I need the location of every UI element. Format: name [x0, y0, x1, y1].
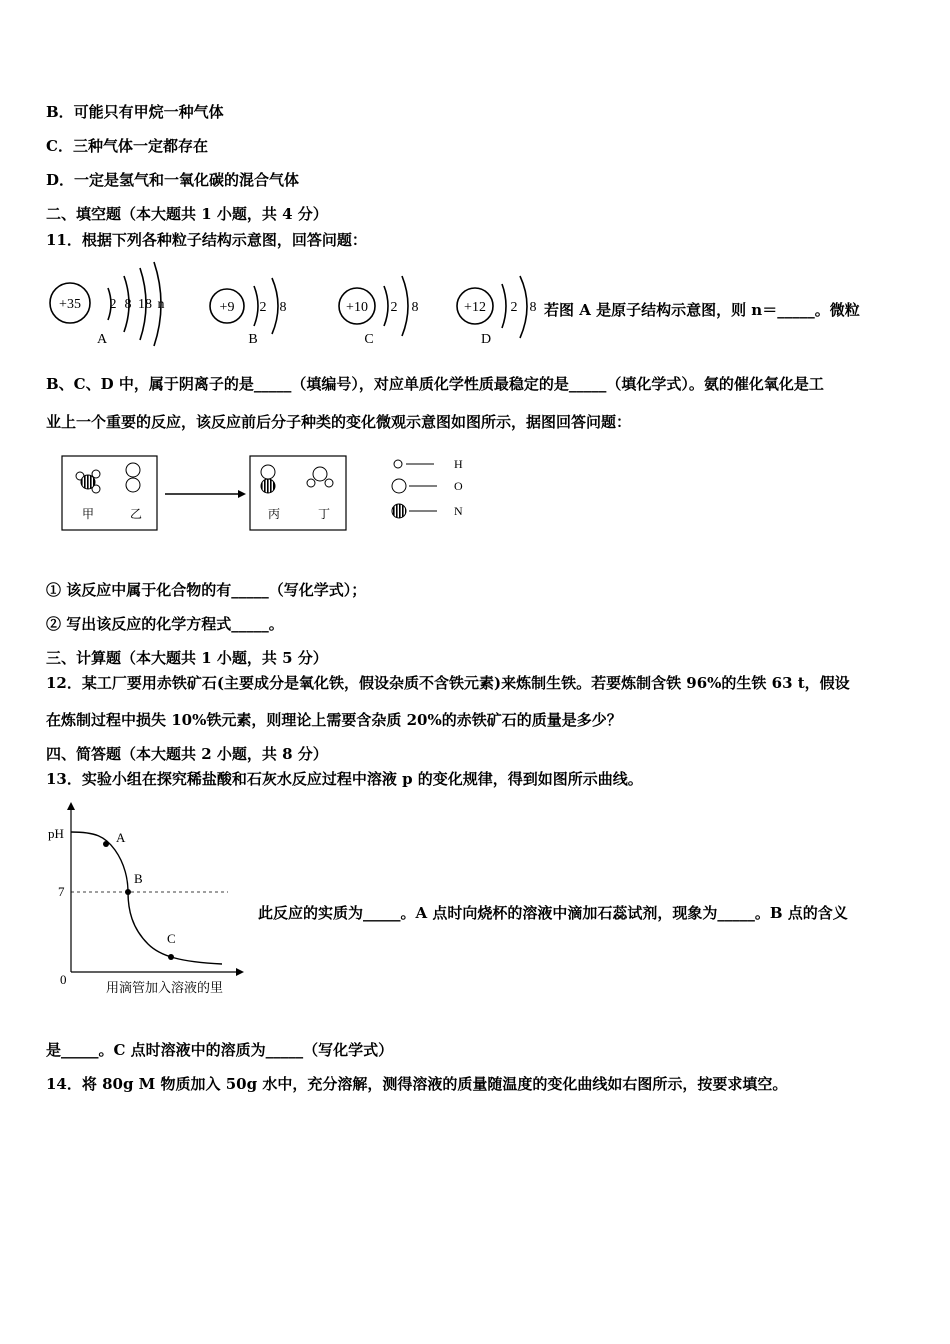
- atom-b-label: B: [248, 332, 258, 347]
- atom-c-label: C: [364, 332, 374, 347]
- point-c: [168, 954, 174, 960]
- atom-d-shell-2: 8: [529, 300, 537, 315]
- point-c-label: C: [167, 931, 176, 946]
- x-axis-label: 用滴管加入溶液的里: [106, 980, 224, 995]
- atom-a-shell-3: 18: [138, 297, 152, 312]
- q11-sub-2: ② 写出该反应的化学方程式_____。: [46, 615, 284, 633]
- section-4-heading: 四、简答题（本大题共 2 小题，共 8 分）: [46, 745, 328, 763]
- atom-a-label: A: [96, 332, 108, 347]
- q12-line-2: 在炼制过程中损失 10%铁元素，则理论上需要含杂质 20%的赤铁矿石的质量是多少？: [46, 711, 622, 729]
- atom-structure-figure: [44, 258, 544, 350]
- y-tick-7: 7: [58, 884, 65, 899]
- point-b-label: B: [134, 871, 143, 886]
- q11-line-3: 业上一个重要的反应，该反应前后分子种类的变化微观示意图如图所示，据图回答问题：: [46, 413, 632, 431]
- legend-h: H: [454, 457, 463, 471]
- reaction-diagram: [60, 452, 480, 536]
- y-axis-label: pH: [48, 826, 64, 841]
- product-label-2: 丁: [317, 507, 331, 521]
- reactant-label-1: 甲: [81, 507, 95, 521]
- atom-c-nucleus: +10: [346, 300, 368, 315]
- q14-stem: 14．将 80g M 物质加入 50g 水中，充分溶解，测得溶液的质量随温度的变化曲线如右图所示，按要求填空。: [46, 1075, 788, 1093]
- atom-d-shell-1: 2: [510, 300, 518, 315]
- atom-d-label: D: [480, 332, 492, 347]
- point-a-label: A: [116, 830, 126, 845]
- q13-stem: 13．实验小组在探究稀盐酸和石灰水反应过程中溶液 p 的变化规律，得到如图所示曲线。: [46, 770, 643, 788]
- q11-inline-text: 若图 A 是原子结构示意图，则 n＝_____。微粒: [544, 301, 860, 319]
- point-b: [125, 889, 131, 895]
- atom-b-shell-2: 8: [279, 300, 287, 315]
- q13-line-2: 是_____。C 点时溶液中的溶质为_____（写化学式）: [46, 1041, 394, 1059]
- q12-line-1: 12．某工厂要用赤铁矿石(主要成分是氧化铁，假设杂质不含铁元素)来炼制生铁。若要炼制含铁 96%的生铁 63 t，假设: [46, 674, 850, 692]
- section-3-heading: 三、计算题（本大题共 1 小题，共 5 分）: [46, 649, 328, 667]
- origin-label: 0: [60, 972, 67, 987]
- legend-o: O: [454, 479, 463, 493]
- atom-a-nucleus: +35: [59, 297, 81, 312]
- atom-c-shell-2: 8: [411, 300, 419, 315]
- product-label-1: 丙: [267, 507, 281, 521]
- option-c: C．三种气体一定都存在: [46, 137, 208, 155]
- reactant-label-2: 乙: [129, 507, 143, 521]
- point-a: [103, 841, 109, 847]
- atom-b-shell-1: 2: [259, 300, 267, 315]
- option-b: B．可能只有甲烷一种气体: [46, 103, 224, 121]
- section-2-heading: 二、填空题（本大题共 1 小题，共 4 分）: [46, 205, 328, 223]
- ph-curve: [71, 832, 222, 964]
- ph-curve-figure: [40, 800, 250, 1000]
- legend-n: N: [454, 504, 463, 518]
- atom-b-nucleus: +9: [219, 300, 235, 315]
- atom-a-shell-1: 2: [109, 297, 117, 312]
- q13-inline-text: 此反应的实质为_____。A 点时向烧杯的溶液中滴加石蕊试剂，现象为_____。B 点的含义: [258, 904, 848, 922]
- q11-sub-1: ① 该反应中属于化合物的有_____（写化学式）；: [46, 581, 367, 599]
- q11-line-2: B、C、D 中，属于阴离子的是_____（填编号），对应单质化学性质最稳定的是_____（填化学式）。氨的催化氧化是工: [46, 375, 824, 393]
- option-d: D．一定是氢气和一氧化碳的混合气体: [46, 171, 300, 189]
- atom-a-shell-2: 8: [124, 297, 132, 312]
- atom-d-nucleus: +12: [464, 300, 486, 315]
- reactant-box: [62, 456, 157, 530]
- atom-c-shell-1: 2: [390, 300, 398, 315]
- q11-stem: 11．根据下列各种粒子结构示意图，回答问题：: [46, 231, 367, 249]
- atom-a-shell-4: n: [157, 297, 165, 312]
